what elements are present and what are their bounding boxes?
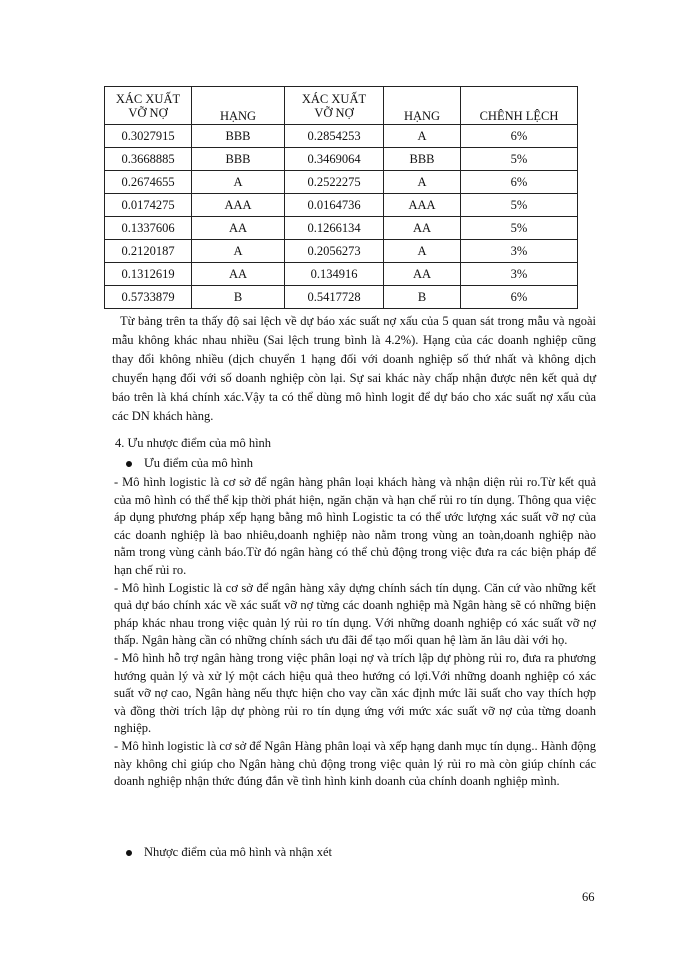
bullet-icon: [126, 850, 132, 856]
table-cell: A: [192, 240, 285, 263]
table-cell: AA: [192, 217, 285, 240]
bullet-advantages-label: Ưu điểm của mô hình: [144, 456, 253, 470]
table-row: [105, 171, 578, 194]
table-cell: A: [192, 171, 285, 194]
header-default-prob-1: XÁC XUẤT VỠ NỢ: [105, 87, 192, 125]
table-row: [105, 148, 578, 171]
table-row: [105, 240, 578, 263]
bullet-disadvantages: [126, 845, 332, 860]
table-cell: 0.0164736: [285, 194, 384, 217]
table-cell: 0.0174275: [105, 194, 192, 217]
table-cell: BBB: [192, 125, 285, 148]
table-cell: 5%: [461, 148, 578, 171]
table-cell: 0.134916: [285, 263, 384, 286]
header-difference: CHÊNH LỆCH: [461, 87, 578, 125]
table-cell: AA: [384, 263, 461, 286]
table-row: [105, 263, 578, 286]
table-cell: AA: [384, 217, 461, 240]
table-cell: B: [384, 286, 461, 309]
section-heading: 4. Ưu nhược điểm của mô hình: [115, 436, 272, 450]
table-header-row: [105, 87, 578, 125]
table-cell: A: [384, 240, 461, 263]
table-cell: 0.3027915: [105, 125, 192, 148]
summary-paragraph: Từ bảng trên ta thấy độ sai lệch về dự báo xác suất nợ xấu của 5 quan sát trong mẫu và ngoài mẫu không khác nhau nhiều (Sai lệch trung bình là 4.2%). Hạng của các doanh nghiệp cũng thay đổi không nhiều (dịch chuyển 1 hạng đối với doanh nghiệp số thứ nhất và không dịch chuyển hạng đối với số doanh nghiệp còn lại. Sự sai khác này chấp nhận được nên kết quả dự báo trên là khá chính xác.Vậy ta có thể dùng mô hình logit để dự báo cho xác suất nợ xấu của các DN khách hàng.: [112, 314, 596, 423]
table-cell: 6%: [461, 171, 578, 194]
table-cell: AAA: [192, 194, 285, 217]
table-cell: 0.5417728: [285, 286, 384, 309]
table-row: [105, 125, 578, 148]
table-cell: B: [192, 286, 285, 309]
header-rank-1: HẠNG: [192, 87, 285, 125]
header-rank-2: HẠNG: [384, 87, 461, 125]
table-cell: A: [384, 171, 461, 194]
table-cell: 0.1337606: [105, 217, 192, 240]
table-row: [105, 286, 578, 309]
table-cell: 0.2522275: [285, 171, 384, 194]
table-cell: A: [384, 125, 461, 148]
table-cell: 5%: [461, 194, 578, 217]
table-cell: AAA: [384, 194, 461, 217]
table-cell: 0.5733879: [105, 286, 192, 309]
advantage-paragraph: - Mô hình logistic là cơ sở để ngân hàng phân loại khách hàng và nhận diện rủi ro.Từ kết quả của mô hình có thể thể kịp thời phát hiện, ngăn chặn và hạn chế rủi ro tín dụng. Thông qua việc áp dụng phương pháp xếp hạng bằng mô hình Logistic ta có thể ước lượng xác suất vỡ nợ của các doanh nghiệp là bao nhiêu,doanh nghiệp nào nằm trong vùng an toàn,doanh nghiệp nào nằm trong vùng cảnh báo.Từ đó ngân hàng có thể chủ động trong việc đưa ra các biện pháp để hạn chế rủi ro.: [114, 475, 596, 577]
default-probability-table: [104, 86, 578, 309]
bullet-advantages: [126, 456, 253, 471]
table-cell: 0.2854253: [285, 125, 384, 148]
table-cell: 5%: [461, 217, 578, 240]
table-cell: 0.2056273: [285, 240, 384, 263]
table-cell: 6%: [461, 286, 578, 309]
table-cell: BBB: [192, 148, 285, 171]
advantages-list: [114, 474, 596, 791]
table-cell: 0.1312619: [105, 263, 192, 286]
table-cell: 6%: [461, 125, 578, 148]
advantage-paragraph: - Mô hình hỗ trợ ngân hàng trong việc phân loại nợ và trích lập dự phòng rủi ro, đưa ra phương hướng quản lý và xử lý một cách hiệu quả theo hướng có lợi.Với những doanh nghiệp có xác suất vỡ nợ cao, Ngân hàng nếu thực hiện cho vay cần xác định mức lãi suất cho vay thích hợp và đồng thời trích lập dự phòng rủi ro tín dụng ứng với mức xác suất vỡ nợ của từng doanh nghiệp.: [114, 650, 596, 736]
table-row: [105, 194, 578, 217]
table-cell: 0.1266134: [285, 217, 384, 240]
header-default-prob-2: XÁC XUẤT VỠ NỢ: [285, 87, 384, 125]
table-cell: 3%: [461, 240, 578, 263]
table-row: [105, 217, 578, 240]
page-number: 66: [582, 890, 595, 904]
advantage-paragraph: - Mô hình Logistic là cơ sở để ngân hàng xây dựng chính sách tín dụng. Căn cứ vào những kết quả dự báo chính xác về xác suất vỡ nợ từng các doanh nghiệp mà Ngân hàng sẽ có những biện pháp khác nhau trong việc quản lý rủi ro tín dụng. Với những doanh nghiệp có xác suất vỡ nợ thấp. Ngân hàng cần có những chính sách ưu đãi để tạo mối quan hệ làm ăn lâu dài với họ.: [114, 580, 596, 648]
table-cell: 0.2120187: [105, 240, 192, 263]
table-cell: AA: [192, 263, 285, 286]
table-cell: BBB: [384, 148, 461, 171]
table-cell: 0.2674655: [105, 171, 192, 194]
table-cell: 0.3469064: [285, 148, 384, 171]
table-cell: 3%: [461, 263, 578, 286]
bullet-icon: [126, 461, 132, 467]
bullet-disadvantages-label: Nhược điểm của mô hình và nhận xét: [144, 845, 332, 859]
advantage-paragraph: - Mô hình logistic là cơ sở để Ngân Hàng phân loại và xếp hạng danh mục tín dụng.. Hành động này không chỉ giúp cho Ngân hàng chủ động trong việc quản lý rủi ro mà còn giúp chính các doanh nghiệp nhận thức đúng đắn về tình hình kinh doanh của chính doanh nghiệp mình.: [114, 738, 596, 789]
table-cell: 0.3668885: [105, 148, 192, 171]
